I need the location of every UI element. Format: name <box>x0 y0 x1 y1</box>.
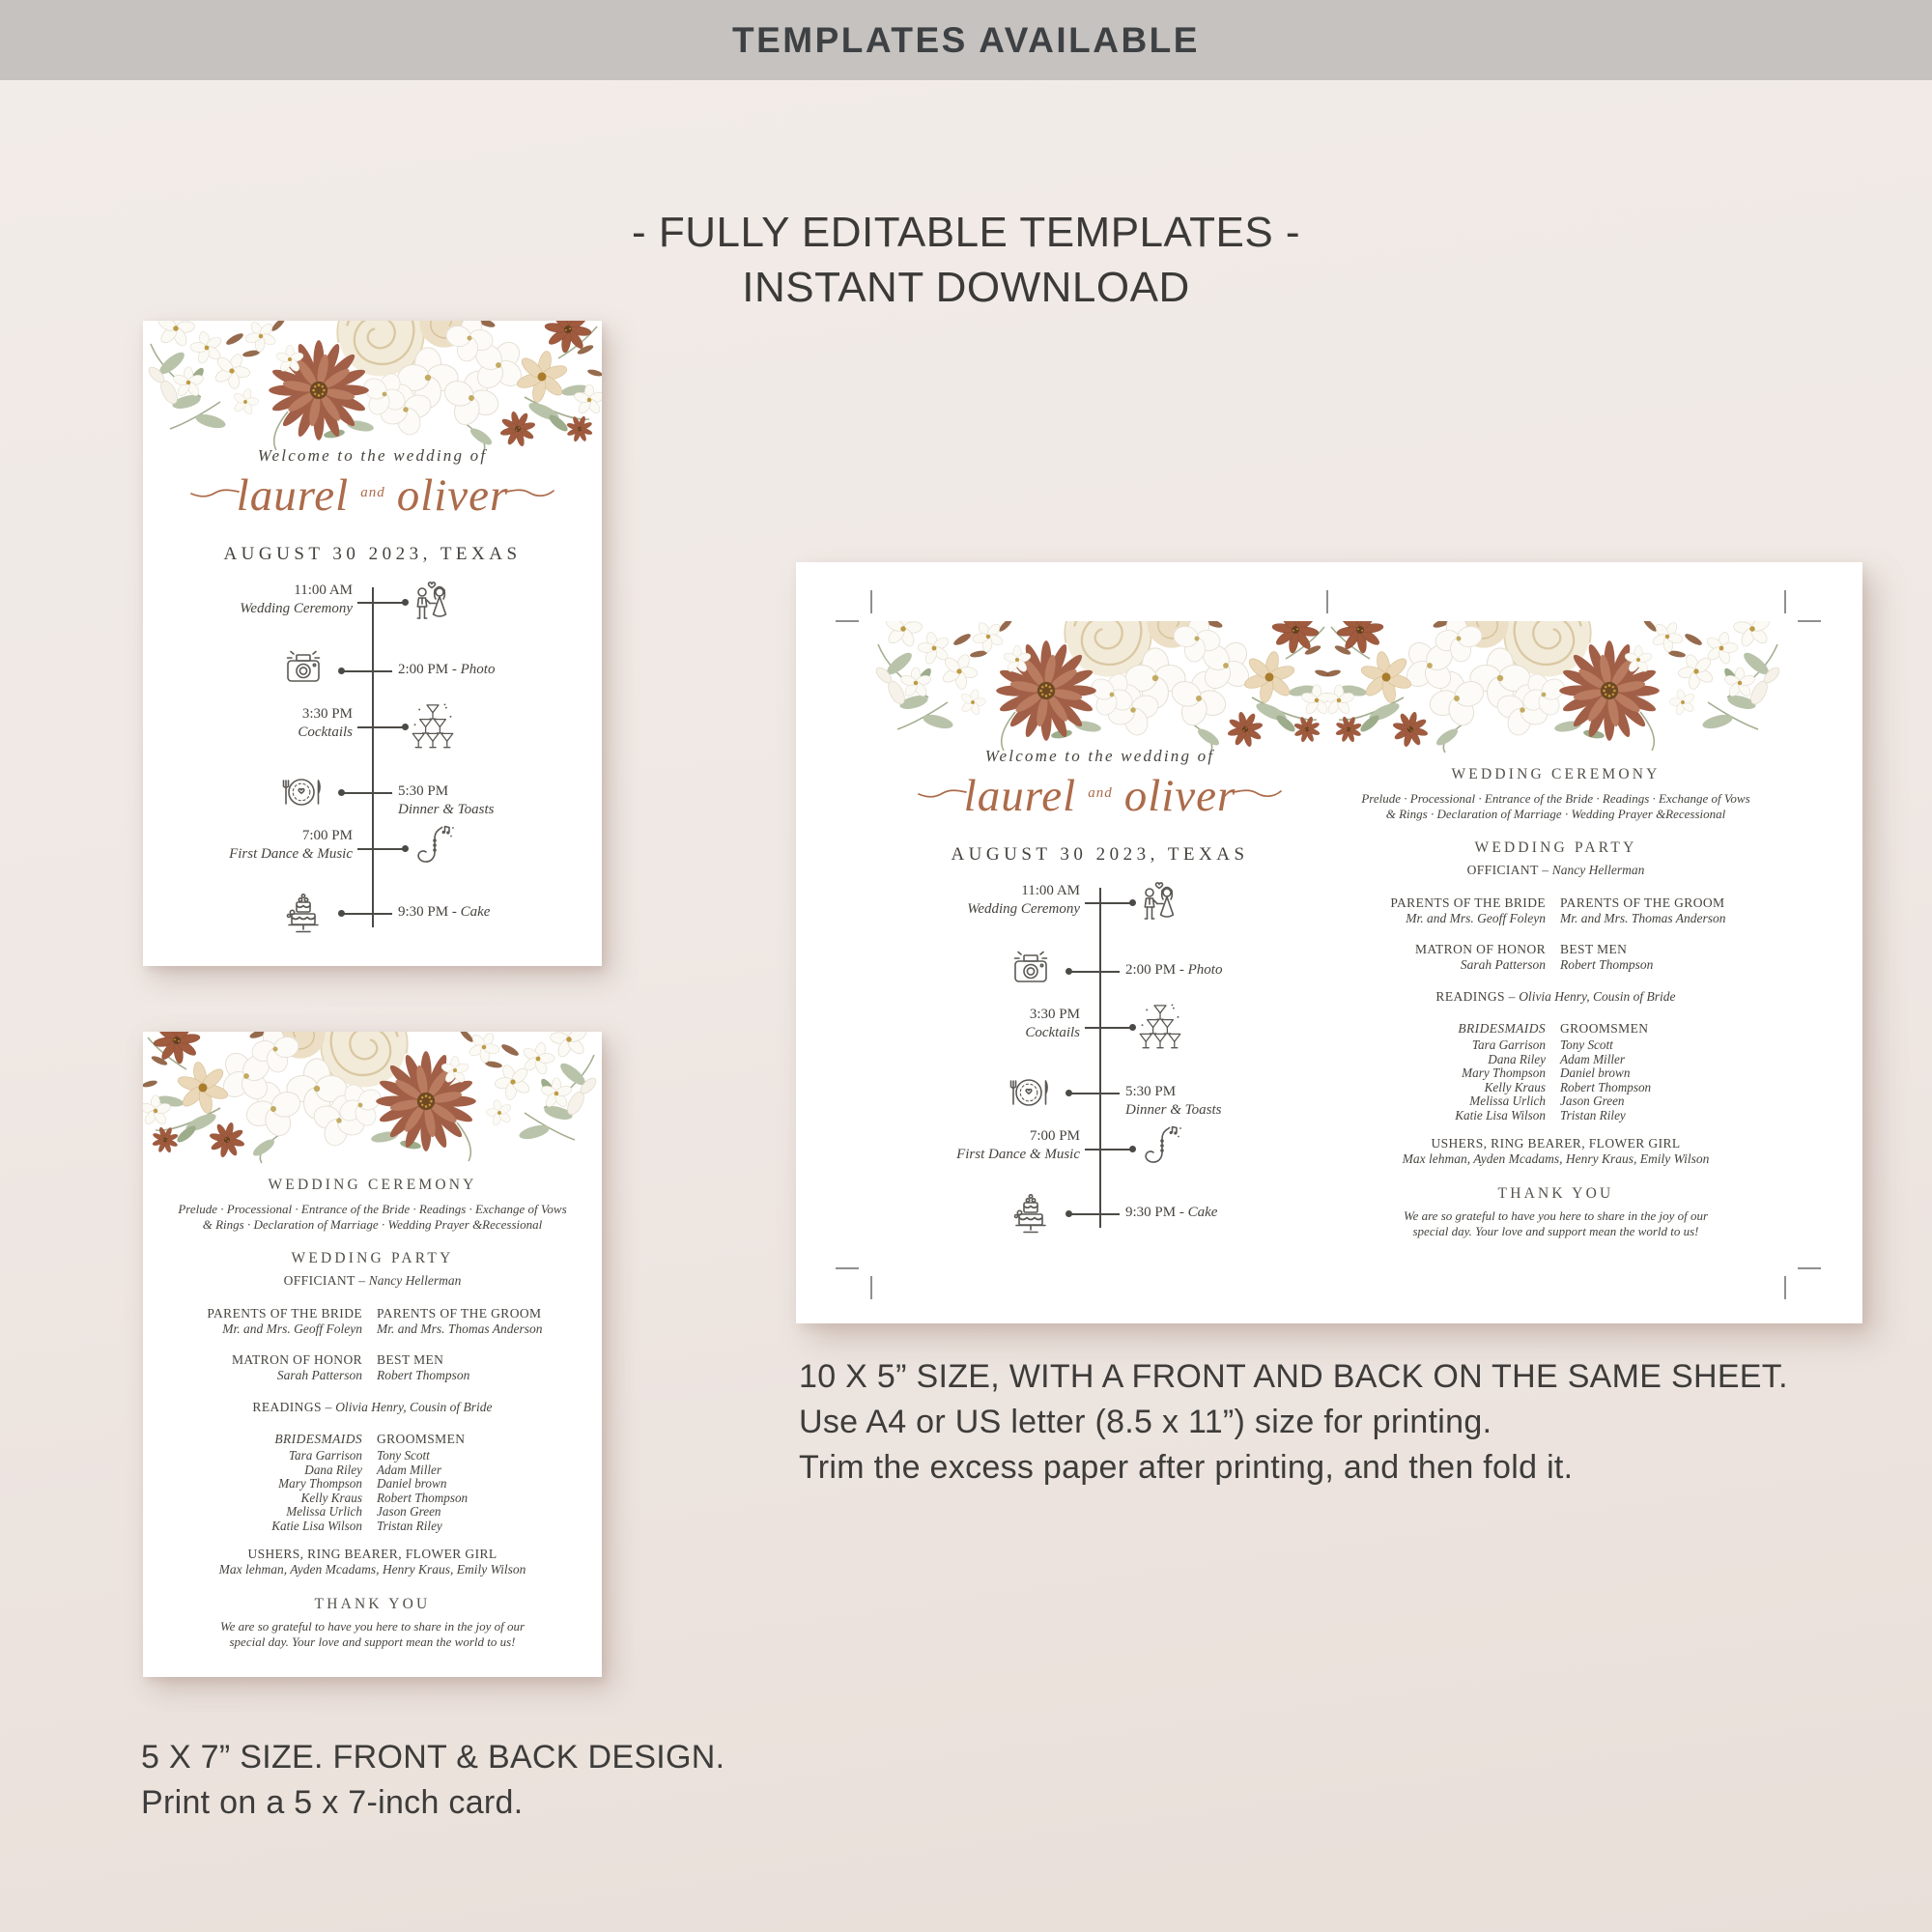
ceremony-order: Prelude · Processional · Entrance of the Bride · Readings · Exchange of Vows & Rings · Declaration of Marriage · Wedding Prayer &Recessional <box>1361 791 1750 821</box>
parents-of-bride: PARENTS OF THE BRIDE Mr. and Mrs. Geoff Foleyn <box>207 1306 362 1336</box>
thank-you-text: We are so grateful to have you here to share in the joy of our special day. Your love and support mean the world to us! <box>1403 1208 1709 1238</box>
thank-you-heading: THANK YOU <box>314 1596 431 1612</box>
intro-line-2: INSTANT DOWNLOAD <box>742 264 1190 311</box>
crop-mark <box>1798 1267 1821 1269</box>
groom-name: oliver <box>1123 771 1236 821</box>
timeline-connector <box>1085 902 1133 904</box>
ceremony-order: Prelude · Processional · Entrance of the Bride · Readings · Exchange of Vows & Rings · Declaration of Marriage · Wedding Prayer &Recessional <box>178 1202 567 1232</box>
welcome-text: Welcome to the wedding of <box>257 446 488 465</box>
thank-you-heading: THANK YOU <box>1497 1185 1614 1202</box>
crop-mark <box>870 590 872 613</box>
sheet-front-face <box>870 621 1329 1268</box>
groomsmen-list: GROOMSMEN Tony Scott Adam Miller Daniel brown Robert Thompson Jason Green Tristan Riley <box>377 1432 469 1533</box>
conjunction-text: and <box>1088 785 1113 801</box>
timeline-event: 9:30 PM - Cake <box>398 904 491 920</box>
readings-line: READINGS – Olivia Henry, Cousin of Bride <box>252 1400 493 1414</box>
timeline-event: 3:30 PM Cocktails <box>1025 1007 1080 1040</box>
crop-mark <box>1784 590 1786 613</box>
conjunction-text: and <box>360 485 385 500</box>
wedding-cake-icon <box>1009 1190 1053 1236</box>
timeline-event: 5:30 PM Dinner & Toasts <box>1125 1084 1222 1118</box>
wedding-cake-icon <box>281 890 326 936</box>
front-card-5x7 <box>143 321 602 966</box>
bridesmaids-list: BRIDESMAIDS Tara Garrison Dana Riley Mary Thompson Kelly Kraus Melissa Urlich Katie Lisa Wilson <box>1455 1021 1546 1122</box>
timeline-connector <box>1068 1213 1120 1215</box>
groom-name: oliver <box>396 470 509 521</box>
dinner-plate-icon <box>1006 1072 1052 1113</box>
crop-mark <box>1798 620 1821 622</box>
crop-mark <box>836 1267 859 1269</box>
program-back-face <box>143 1032 602 1679</box>
banner-title: TEMPLATES AVAILABLE <box>732 19 1200 60</box>
timeline-connector <box>1068 1093 1120 1094</box>
timeline-connector <box>1085 1027 1133 1029</box>
intro-line-1: - FULLY EDITABLE TEMPLATES - <box>631 209 1301 256</box>
cocktail-tower-icon <box>1138 1004 1182 1050</box>
parents-of-groom: PARENTS OF THE GROOM Mr. and Mrs. Thomas Anderson <box>1560 895 1726 925</box>
timeline-connector <box>357 848 406 850</box>
saxophone-icon <box>1138 1124 1182 1171</box>
officiant-line: OFFICIANT – Nancy Hellerman <box>283 1273 462 1288</box>
timeline-event: 11:00 AM Wedding Ceremony <box>967 883 1080 917</box>
timeline-axis <box>372 587 374 927</box>
fold-mark <box>1326 590 1328 613</box>
timeline <box>143 321 602 968</box>
matron-of-honor: MATRON OF HONOR Sarah Patterson <box>1414 942 1546 972</box>
officiant-line: OFFICIANT – Nancy Hellerman <box>1466 863 1645 877</box>
crop-mark <box>870 1276 872 1299</box>
bride-name: laurel <box>963 771 1077 821</box>
ushers-heading: USHERS, RING BEARER, FLOWER GIRL <box>247 1547 497 1561</box>
templates-banner <box>0 0 1932 80</box>
back-card-5x7 <box>143 1032 602 1677</box>
party-heading: WEDDING PARTY <box>291 1250 454 1266</box>
timeline-event: 11:00 AM Wedding Ceremony <box>240 582 353 616</box>
cocktail-tower-icon <box>411 703 455 750</box>
party-heading: WEDDING PARTY <box>1474 839 1637 856</box>
crop-mark <box>836 620 859 622</box>
parents-of-bride: PARENTS OF THE BRIDE Mr. and Mrs. Geoff Foleyn <box>1390 895 1546 925</box>
camera-icon <box>1009 951 1052 987</box>
ceremony-heading: WEDDING CEREMONY <box>268 1177 477 1193</box>
caption-sheet: 10 X 5” SIZE, WITH A FRONT AND BACK ON THE SAME SHEET. Use A4 or US letter (8.5 x 11”) size for printing. Trim the excess paper after printing, and then fold it. <box>799 1358 1788 1486</box>
timeline <box>870 621 1329 1268</box>
timeline-connector <box>1068 971 1120 973</box>
bride-name: laurel <box>236 470 350 521</box>
timeline-event: 7:00 PM First Dance & Music <box>229 828 353 862</box>
best-men: BEST MEN Robert Thompson <box>377 1352 470 1382</box>
timeline-event: 3:30 PM Cocktails <box>298 706 353 740</box>
timeline-connector <box>357 726 406 728</box>
caption-card: 5 X 7” SIZE. FRONT & BACK DESIGN. Print on a 5 x 7-inch card. <box>141 1739 725 1821</box>
parents-of-groom: PARENTS OF THE GROOM Mr. and Mrs. Thomas Anderson <box>377 1306 543 1336</box>
sheet-back-face <box>1326 621 1785 1268</box>
welcome-text: Welcome to the wedding of <box>984 747 1215 765</box>
timeline-connector <box>341 670 392 672</box>
timeline-event: 2:00 PM - Photo <box>398 662 496 677</box>
date-location: AUGUST 30 2023, TEXAS <box>951 844 1249 865</box>
ushers-names: Max lehman, Ayden Mcadams, Henry Kraus, Emily Wilson <box>218 1562 526 1577</box>
matron-of-honor: MATRON OF HONOR Sarah Patterson <box>231 1352 362 1382</box>
best-men: BEST MEN Robert Thompson <box>1560 942 1654 972</box>
timeline-event: 9:30 PM - Cake <box>1125 1205 1218 1220</box>
timeline-event: 7:00 PM First Dance & Music <box>956 1128 1080 1162</box>
date-location: AUGUST 30 2023, TEXAS <box>223 544 522 564</box>
ushers-heading: USHERS, RING BEARER, FLOWER GIRL <box>1431 1136 1681 1151</box>
timeline-event: 5:30 PM Dinner & Toasts <box>398 783 495 817</box>
timeline-connector <box>341 792 392 794</box>
program-back-face <box>1326 621 1785 1268</box>
couple-icon <box>411 579 453 625</box>
bridesmaids-list: BRIDESMAIDS Tara Garrison Dana Riley Mary Thompson Kelly Kraus Melissa Urlich Katie Lisa Wilson <box>271 1432 362 1533</box>
ceremony-heading: WEDDING CEREMONY <box>1451 766 1661 782</box>
intro-heading <box>0 205 1932 315</box>
print-sheet-10x5 <box>796 562 1862 1323</box>
timeline-axis <box>1099 888 1101 1228</box>
crop-mark <box>1784 1276 1786 1299</box>
floral-header-mirrored <box>1326 621 1785 770</box>
timeline-connector <box>1085 1149 1133 1151</box>
camera-icon <box>282 650 325 687</box>
dinner-plate-icon <box>278 772 325 812</box>
timeline-connector <box>357 602 406 604</box>
timeline-event: 2:00 PM - Photo <box>1125 962 1223 978</box>
thank-you-text: We are so grateful to have you here to share in the joy of our special day. Your love and support mean the world to us! <box>219 1619 526 1649</box>
program-front-face <box>870 621 1329 1268</box>
saxophone-icon <box>411 824 455 870</box>
couple-icon <box>1138 879 1180 925</box>
timeline-connector <box>341 913 392 915</box>
readings-line: READINGS – Olivia Henry, Cousin of Bride <box>1435 989 1676 1004</box>
program-front-face <box>143 321 602 968</box>
groomsmen-list: GROOMSMEN Tony Scott Adam Miller Daniel brown Robert Thompson Jason Green Tristan Riley <box>1560 1021 1652 1122</box>
floral-header-mirrored <box>143 1032 602 1180</box>
ushers-names: Max lehman, Ayden Mcadams, Henry Kraus, Emily Wilson <box>1402 1151 1710 1166</box>
